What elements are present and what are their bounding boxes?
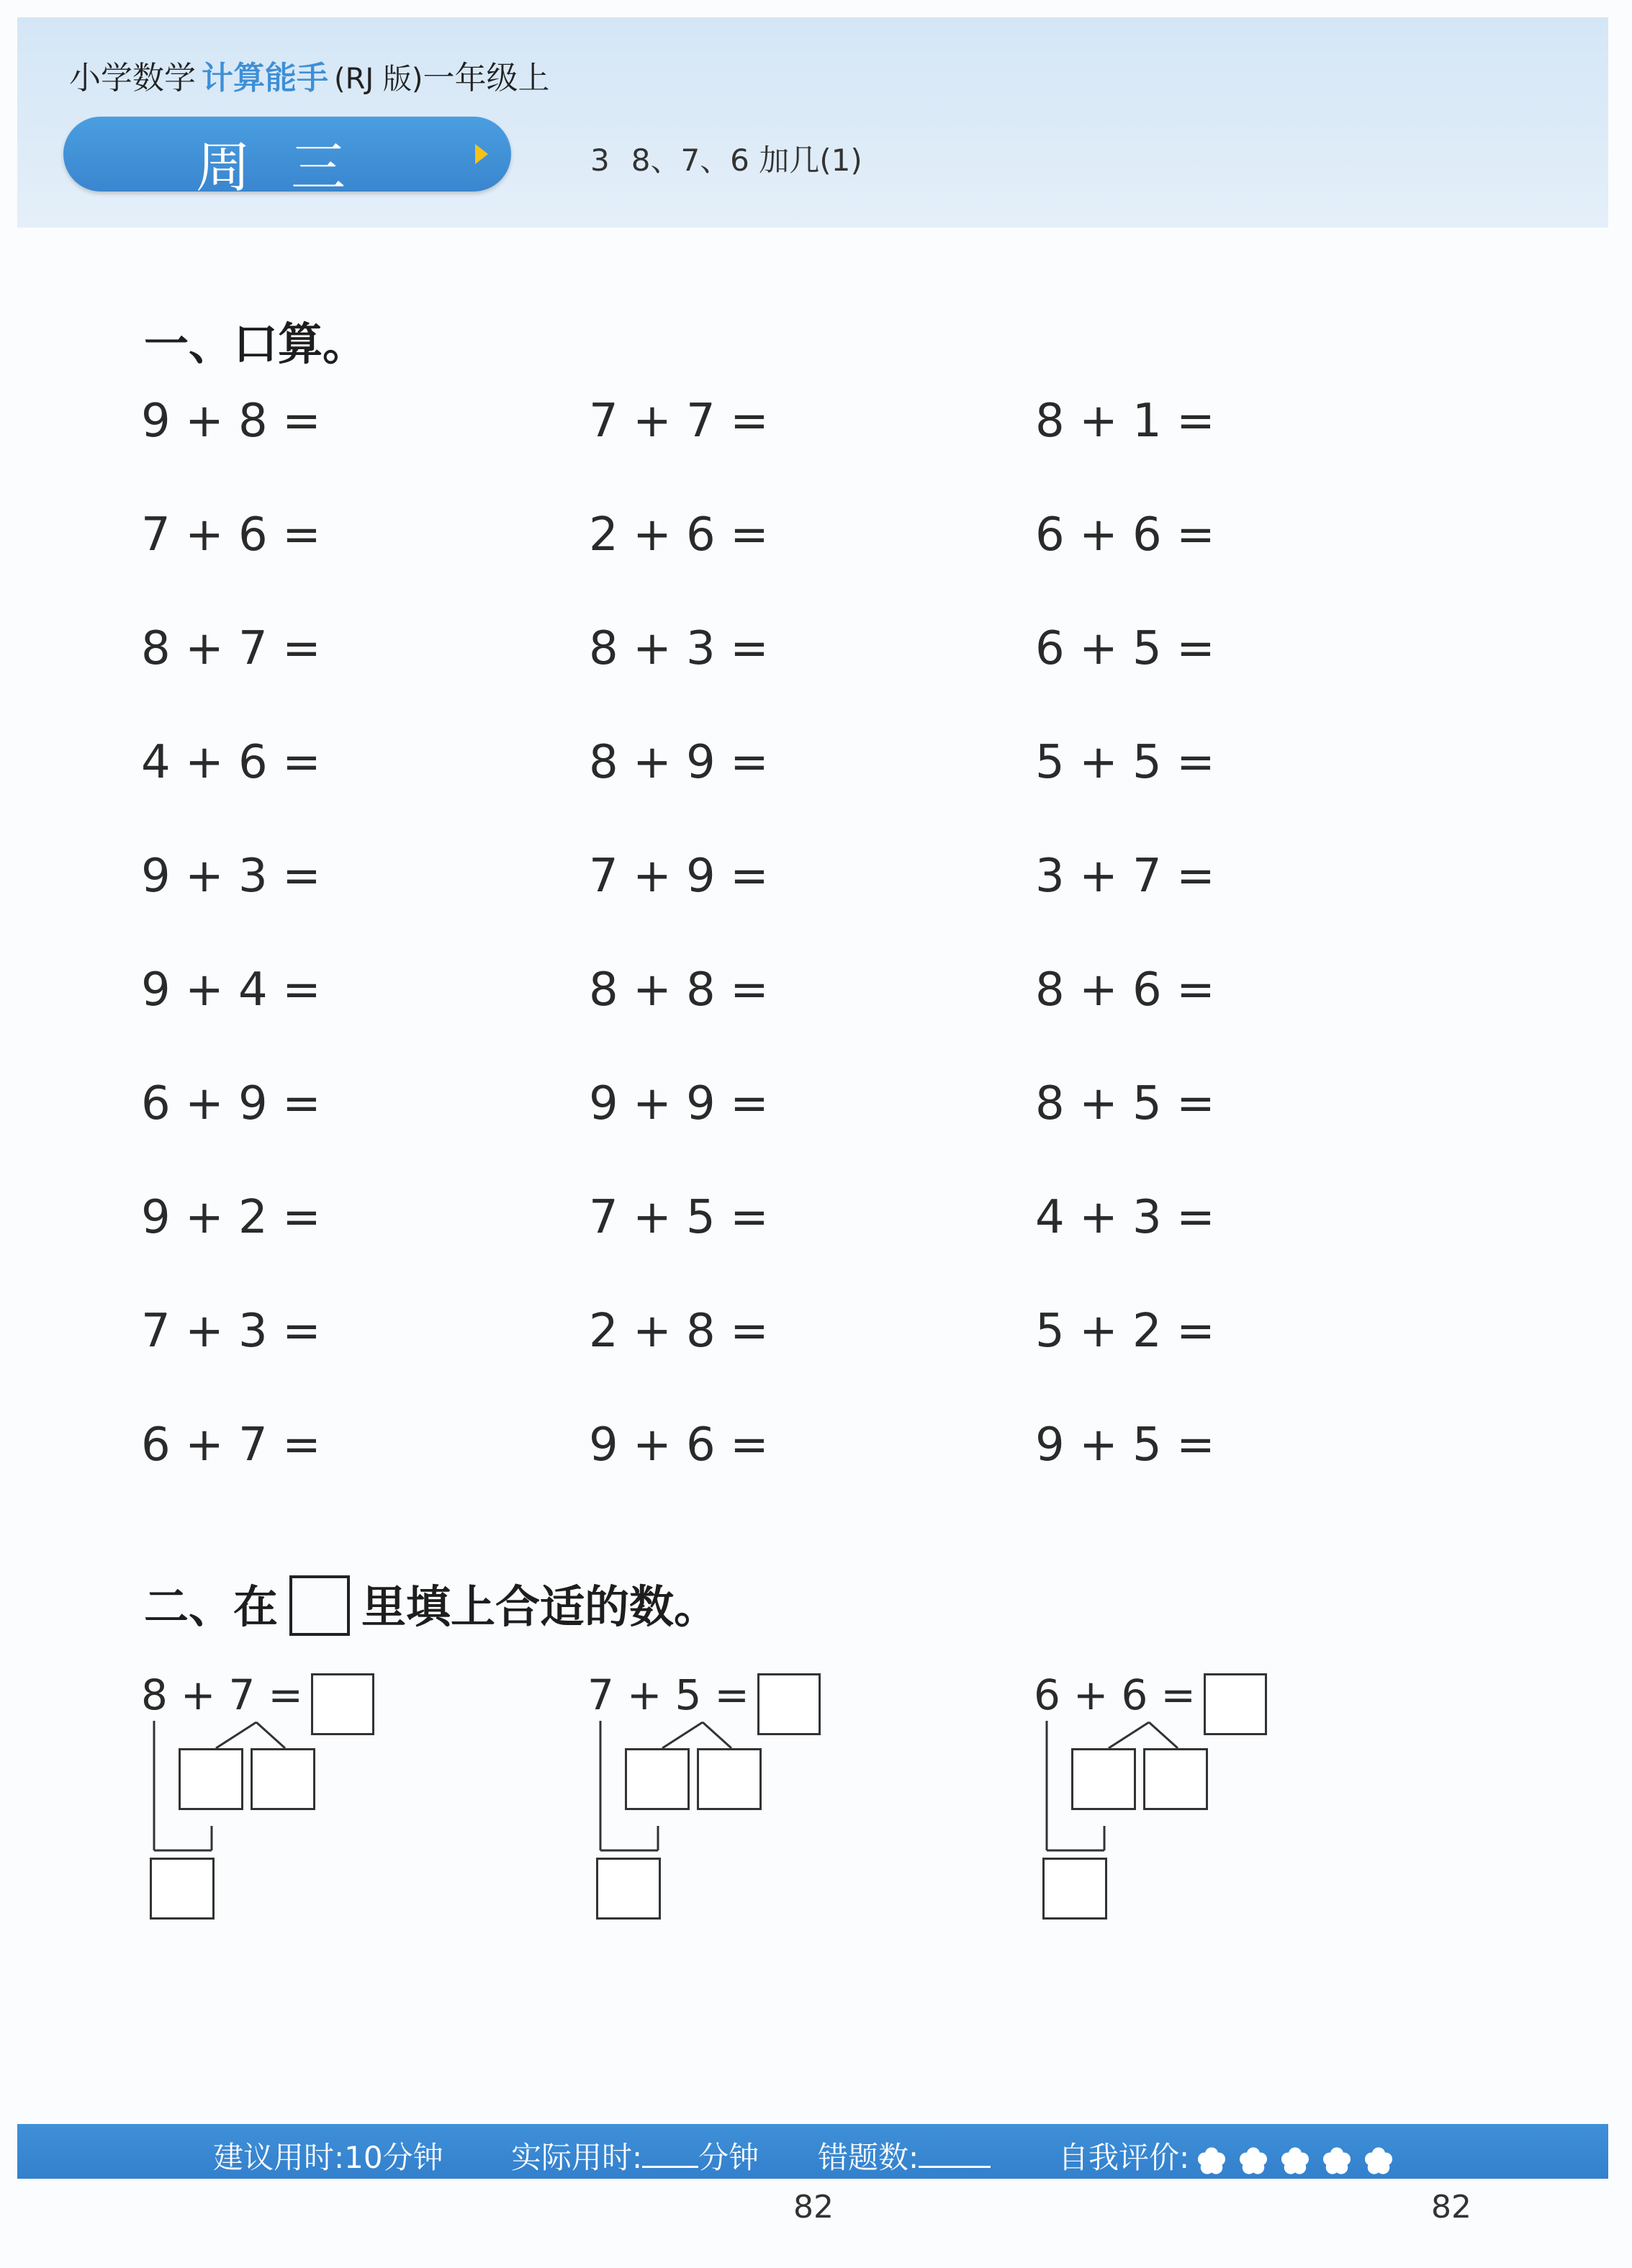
flower-icon[interactable] [1320,2145,1353,2178]
expr-eq: = [714,1670,753,1719]
decomposition-problem [1034,1670,1336,1915]
expr-a: 7 [587,1670,617,1719]
equation-item: 8 + 3 = [589,622,769,675]
book-title [69,52,550,98]
equation-item: 4 + 3 = [1035,1191,1215,1244]
decomposition-problem [587,1670,890,1915]
lesson-heading [590,137,862,180]
book-title-suffix: 一年级上 [423,60,550,96]
book-title-prefix: 小学数学 [69,60,196,96]
section-2-title [144,1571,718,1640]
page-number-center: 82 [793,2189,834,2226]
book-title-edition: (RJ 版) [334,63,423,96]
suggested-time: 建议用时:10分钟 [213,2140,443,2175]
equation-item: 5 + 5 = [1035,736,1215,789]
split-box-right[interactable] [251,1748,315,1810]
expr-a: 6 [1034,1670,1063,1719]
flower-icon[interactable] [1195,2145,1228,2178]
section-1-title: 一、口算。 [144,318,368,370]
lesson-number: 3 [590,143,610,178]
flower-icon[interactable] [1237,2145,1270,2178]
partial-sum-box[interactable] [150,1858,215,1920]
sum-answer-box[interactable] [311,1673,374,1735]
flower-icon[interactable] [1362,2145,1395,2178]
section-2-title-before: 二、在 [144,1580,279,1633]
actual-time-label: 实际用时: [511,2140,643,2175]
actual-time [511,2134,759,2177]
equation-item: 7 + 5 = [589,1191,769,1244]
equation-item: 8 + 6 = [1035,963,1215,1017]
equation-item: 7 + 9 = [589,850,769,903]
equation-item: 9 + 8 = [141,395,321,448]
flower-icon[interactable] [1279,2145,1312,2178]
actual-time-unit: 分钟 [698,2140,759,2175]
rating-stars [1195,2141,1404,2178]
equation-item: 6 + 7 = [141,1418,321,1472]
equation-item: 8 + 8 = [589,963,769,1017]
expr-eq: = [268,1670,307,1719]
decomposition-problem [141,1670,443,1915]
equation-item: 7 + 6 = [141,508,321,562]
equation-item: 7 + 7 = [589,395,769,448]
expr-op: + [1073,1670,1112,1719]
equation-item: 9 + 9 = [589,1077,769,1130]
equation-item: 8 + 7 = [141,622,321,675]
equation-item: 8 + 1 = [1035,395,1215,448]
equation-item: 8 + 5 = [1035,1077,1215,1130]
equation-item: 2 + 6 = [589,508,769,562]
expr-eq: = [1160,1670,1199,1719]
equation-item: 9 + 6 = [589,1418,769,1472]
expr-b: 6 [1121,1670,1151,1719]
day-pill [63,117,511,199]
equation-item: 9 + 3 = [141,850,321,903]
footer-bar [17,2124,1608,2179]
expr-op: + [180,1670,219,1719]
self-eval-label: 自我评价: [1058,2140,1190,2175]
split-box-left[interactable] [625,1748,690,1810]
day-label: 周三 [196,135,386,199]
partial-sum-box[interactable] [1042,1858,1107,1920]
equation-item: 5 + 2 = [1035,1305,1215,1358]
error-count [818,2134,991,2177]
expr-op: + [626,1670,665,1719]
connector-line [216,1722,256,1748]
split-box-left[interactable] [179,1748,243,1810]
sum-answer-box[interactable] [757,1673,821,1735]
section-2-title-after: 里填上合适的数。 [361,1580,719,1633]
partial-sum-box[interactable] [596,1858,661,1920]
self-evaluation [1058,2134,1404,2178]
connector-line [662,1722,703,1748]
connector-line [1149,1722,1178,1748]
lesson-title: 8、7、6 加几(1) [631,143,862,178]
connector-line [1109,1722,1149,1748]
expr-a: 8 [141,1670,171,1719]
equation-item: 9 + 4 = [141,963,321,1017]
expr-b: 5 [675,1670,705,1719]
equation-item: 2 + 8 = [589,1305,769,1358]
equation-item: 7 + 3 = [141,1305,321,1358]
equation-item: 3 + 7 = [1035,850,1215,903]
equation-item: 6 + 6 = [1035,508,1215,562]
expr-b: 7 [228,1670,258,1719]
equation-item: 6 + 5 = [1035,622,1215,675]
page-number-right: 82 [1431,2189,1471,2226]
equation-item: 4 + 6 = [141,736,321,789]
actual-time-blank[interactable] [642,2141,698,2168]
equation-item: 6 + 9 = [141,1077,321,1130]
error-count-label: 错题数: [818,2140,919,2175]
connector-line [703,1722,731,1748]
error-count-blank[interactable] [919,2141,991,2168]
equation-item: 9 + 5 = [1035,1418,1215,1472]
sum-answer-box[interactable] [1204,1673,1267,1735]
answer-box-icon [289,1575,350,1636]
equation-item: 8 + 9 = [589,736,769,789]
equation-item: 9 + 2 = [141,1191,321,1244]
play-arrow-icon [475,144,488,164]
split-box-right[interactable] [1143,1748,1208,1810]
book-title-highlight: 计算能手 [202,60,328,96]
connector-line [256,1722,285,1748]
split-box-right[interactable] [697,1748,762,1810]
split-box-left[interactable] [1071,1748,1136,1810]
